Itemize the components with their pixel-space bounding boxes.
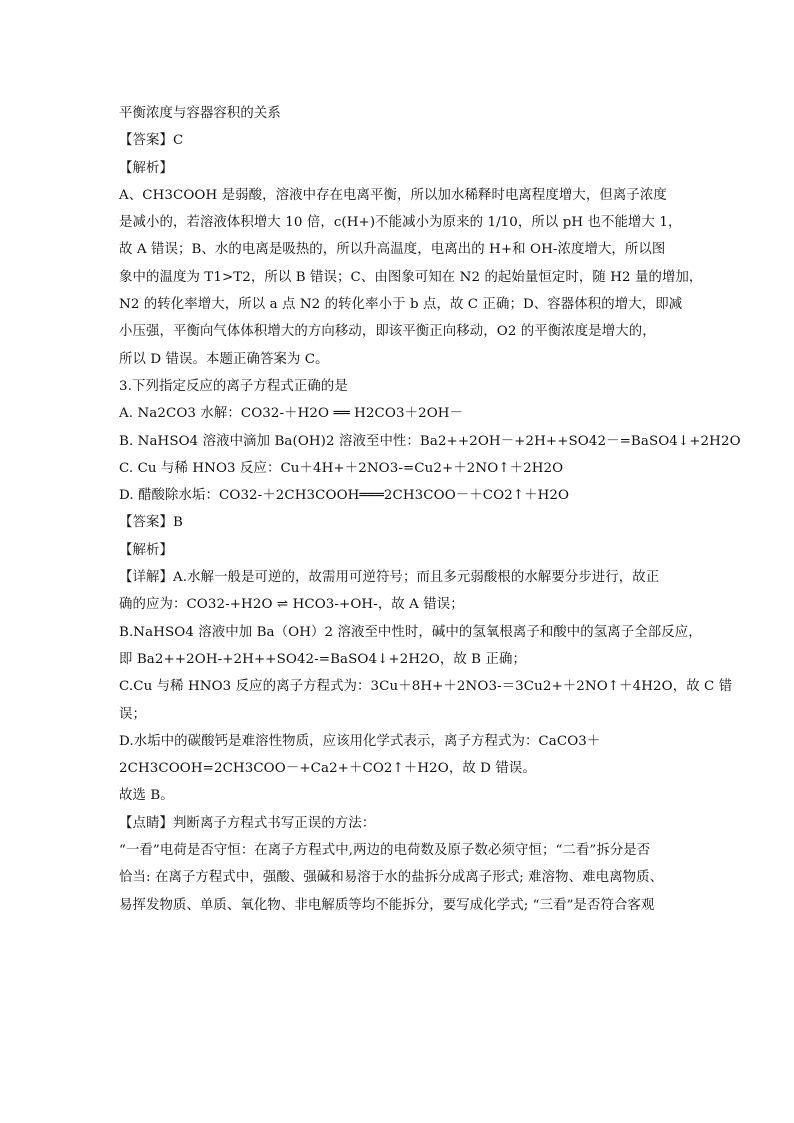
text-line: C.Cu 与稀 HNO3 反应的离子方程式为：3Cu＋8H+＋2NO3-＝3Cu2+＋2NO↑＋4H2O，故 C 错 — [119, 679, 733, 695]
text-line: 2CH3COOH=2CH3COO－+Ca2+＋CO2↑＋H2O，故 D 错误。 — [119, 761, 536, 777]
text-line: 所以 D 错误。本题正确答案为 C。 — [119, 351, 329, 367]
analysis-label: 【解析】 — [119, 542, 173, 558]
text-line: “一看”电荷是否守恒：在离子方程式中,两边的电荷数及原子数必须守恒；“二看”拆分是否 — [119, 843, 651, 859]
option-b: B. NaHSO4 溶液中滴加 Ba(OH)2 溶液至中性：Ba2++2OH－+2H++SO42－=BaSO4↓+2H2O — [119, 433, 741, 449]
document-body — [119, 100, 741, 919]
text-line: 平衡浓度与容器容积的关系 — [119, 106, 281, 121]
text-line: N2 的转化率增大，所以 a 点 N2 的转化率小于 b 点，故 C 正确；D、容器体积的增大，即减 — [119, 297, 683, 313]
text-line: 即 Ba2++2OH-+2H++SO42-=BaSO4↓+2H2O，故 B 正确； — [119, 651, 526, 667]
text-line: 【详解】A.水解一般是可逆的，故需用可逆符号；而且多元弱酸根的水解要分步进行，故正 — [119, 570, 660, 586]
answer-label: 【答案】C — [119, 133, 184, 149]
text-line: 小压强，平衡向气体体积增大的方向移动，即该平衡正向移动，O2 的平衡浓度是增大的， — [119, 324, 656, 340]
text-line: A、CH3COOH 是弱酸，溶液中存在电离平衡，所以加水稀释时电离程度增大，但离子浓度 — [119, 187, 667, 203]
text-line: D.水垢中的碳酸钙是难溶性物质，应该用化学式表示，离子方程式为：CaCO3＋ — [119, 733, 601, 749]
text-line: 易挥发物质、单质、氧化物、非电解质等均不能拆分，要写成化学式; “三看”是否符合客观 — [119, 897, 655, 913]
key-point-label: 【点睛】判断离子方程式书写正误的方法： — [119, 815, 376, 831]
text-line: 象中的温度为 T1>T2，所以 B 错误；C、由图象可知在 N2 的起始量恒定时，随 H2 量的增加， — [119, 269, 703, 285]
text-line: 是减小的，若溶液体积增大 10 倍，c(H+)不能减小为原来的 1/10，所以 pH 也不能增大 1， — [119, 215, 682, 231]
text-line: 故选 B。 — [119, 788, 174, 804]
option-a: A. Na2CO3 水解：CO32-＋H2O ══ H2CO3＋2OH－ — [119, 406, 464, 422]
analysis-label: 【解析】 — [119, 160, 173, 176]
option-d: D. 醋酸除水垢：CO32-＋2CH3COOH═══2CH3COO－＋CO2↑＋H2O — [119, 488, 570, 504]
text-line: 误； — [119, 706, 146, 722]
text-line: 恰当: 在离子方程式中，强酸、强碱和易溶于水的盐拆分成离子形式; 难溶物、难电离物质、 — [119, 870, 664, 886]
answer-label: 【答案】B — [119, 515, 183, 531]
text-line: B.NaHSO4 溶液中加 Ba（OH）2 溶液至中性时，碱中的氢氧根离子和酸中的氢离子全部反应， — [119, 624, 702, 640]
text-line: 确的应为：CO32-+H2O ⇌ HCO3-+OH-，故 A 错误； — [119, 597, 464, 613]
text-line: 故 A 错误；B、水的电离是吸热的，所以升高温度，电离出的 H+和 OH-浓度增大，所以图 — [119, 242, 666, 258]
option-c: C. Cu 与稀 HNO3 反应：Cu＋4H+＋2NO3-=Cu2+＋2NO↑＋2H2O — [119, 460, 564, 476]
question-title: 3.下列指定反应的离子方程式正确的是 — [119, 378, 348, 394]
